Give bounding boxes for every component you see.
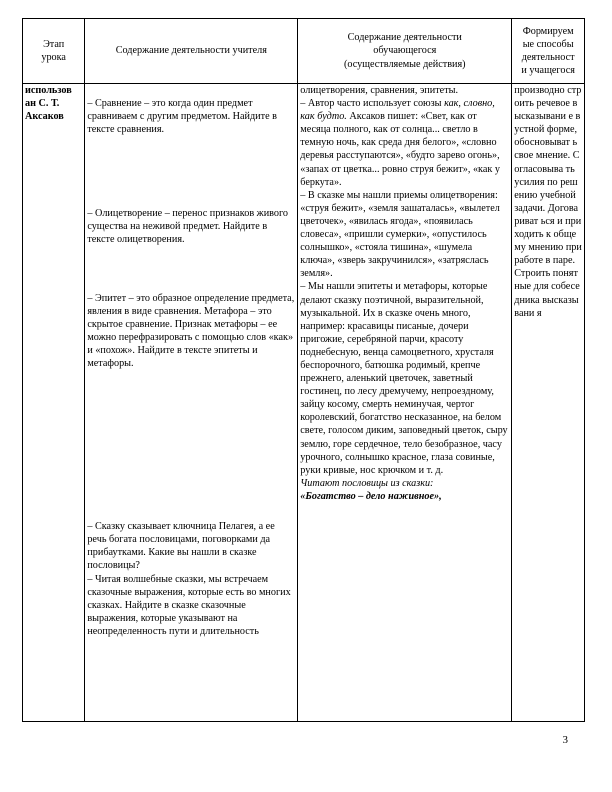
stage-cell [23, 84, 85, 722]
header-teacher-activity: Содержание деятельности учителя [85, 19, 298, 84]
student-comparisons: – Автор часто использует союзы как, словно, как будто. Аксаков пишет: «Свет, как от месяца полного, как от солнца... светло в темную ночь, как среда дня белого», «словно деревья расступаются», «будто зарево огонь», «запах от цветка... ровно струя бежит», «как у беркута». [300, 98, 500, 188]
teacher-epithet-metaphor: – Эпитет – это образное определение предмета, явления в виде сравнения. Метафора – это скрытое сравнение. Признак метафоры – ее можно перефразировать с помощью слов «как» и «похож». Найдите в тексте эпитеты и метафоры. [87, 292, 295, 370]
student-epithets: – Мы нашли эпитеты и метафоры, которые делают сказку поэтичной, выразительной, музыкальной. Их в сказке очень много, например: красавицы писаные, дочери пригожие, серебряной парчи, красоту поднебесную, венца самоцветного, хрусталя беспорочного, батюшка родимый, крепче прежнего, аленький цветочек, заветный гостинец, по лесу дремучему, непроездному, зайцу косому, смерть неминучая, чертог королевский, богатство несказанное, на белом свете, голосом диким, заповедный цветок, сыру землю, горе сердечное, тело безобразное, часу урочного, солнышко красное, глаза совиные, руки кривые, нос крючком и т. д. [300, 281, 508, 476]
teacher-proverbs: – Сказку сказывает ключница Пелагея, а ее речь богата пословицами, поговорками да прибаутками. Какие вы нашли в сказке пословицы? [87, 521, 275, 572]
skills-text: производно строить речевое высказывани е в устной форме, обосновыват ь свое мнение. Согласовыва ть усилия по решению учебной задачи. Договариват ься и приходить к общему мнению при работе в паре. Строить понятные для собеседника высказывани я [514, 85, 582, 319]
skills-cell [512, 84, 585, 722]
student-proverb: «Богатство – дело наживное», [300, 490, 442, 502]
teacher-personification: – Олицетворение – перенос признаков живого существа на неживой предмет. Найдите в тексте олицетворения. [87, 208, 289, 246]
student-intro: олицетворения, сравнения, эпитеты. [300, 85, 459, 96]
header-stage: Этап урока [23, 19, 85, 84]
header-skills: Формируем ые способы деятельност и учащегося [512, 19, 585, 84]
page-number: 3 [562, 734, 568, 746]
student-activity-cell [298, 84, 512, 722]
teacher-fairy-expressions: – Читая волшебные сказки, мы встречаем сказочные выражения, которые есть во многих сказках. Найдите в сказке сказочные выражения, которые указывают на неопределенность пути и длительность [87, 573, 291, 637]
header-student-activity: Содержание деятельности обучающегося (осуществляемые действия) [298, 19, 512, 84]
teacher-comparison: – Сравнение – это когда один предмет сравниваем с другим предметом. Найдите в тексте сравнения. [87, 98, 277, 136]
student-personifications: – В сказке мы нашли приемы олицетворения: «струя бежит», «земля зашаталась», «вылетел цветочек», «явилась ягода», «появилась словеса», «пришли сумерки», «опустилось солнышко», «стояла тишина», «шумела ключа», «зверь закручинился», «затряслась земля». [300, 189, 500, 280]
lesson-table [22, 18, 585, 722]
table-row [23, 84, 585, 722]
teacher-activity-cell [85, 84, 298, 722]
stage-text: использов ан С. Т. Аксаков [25, 85, 72, 123]
table-header-row [23, 19, 585, 84]
student-proverbs-intro: Читают пословицы из сказки: [300, 477, 434, 489]
